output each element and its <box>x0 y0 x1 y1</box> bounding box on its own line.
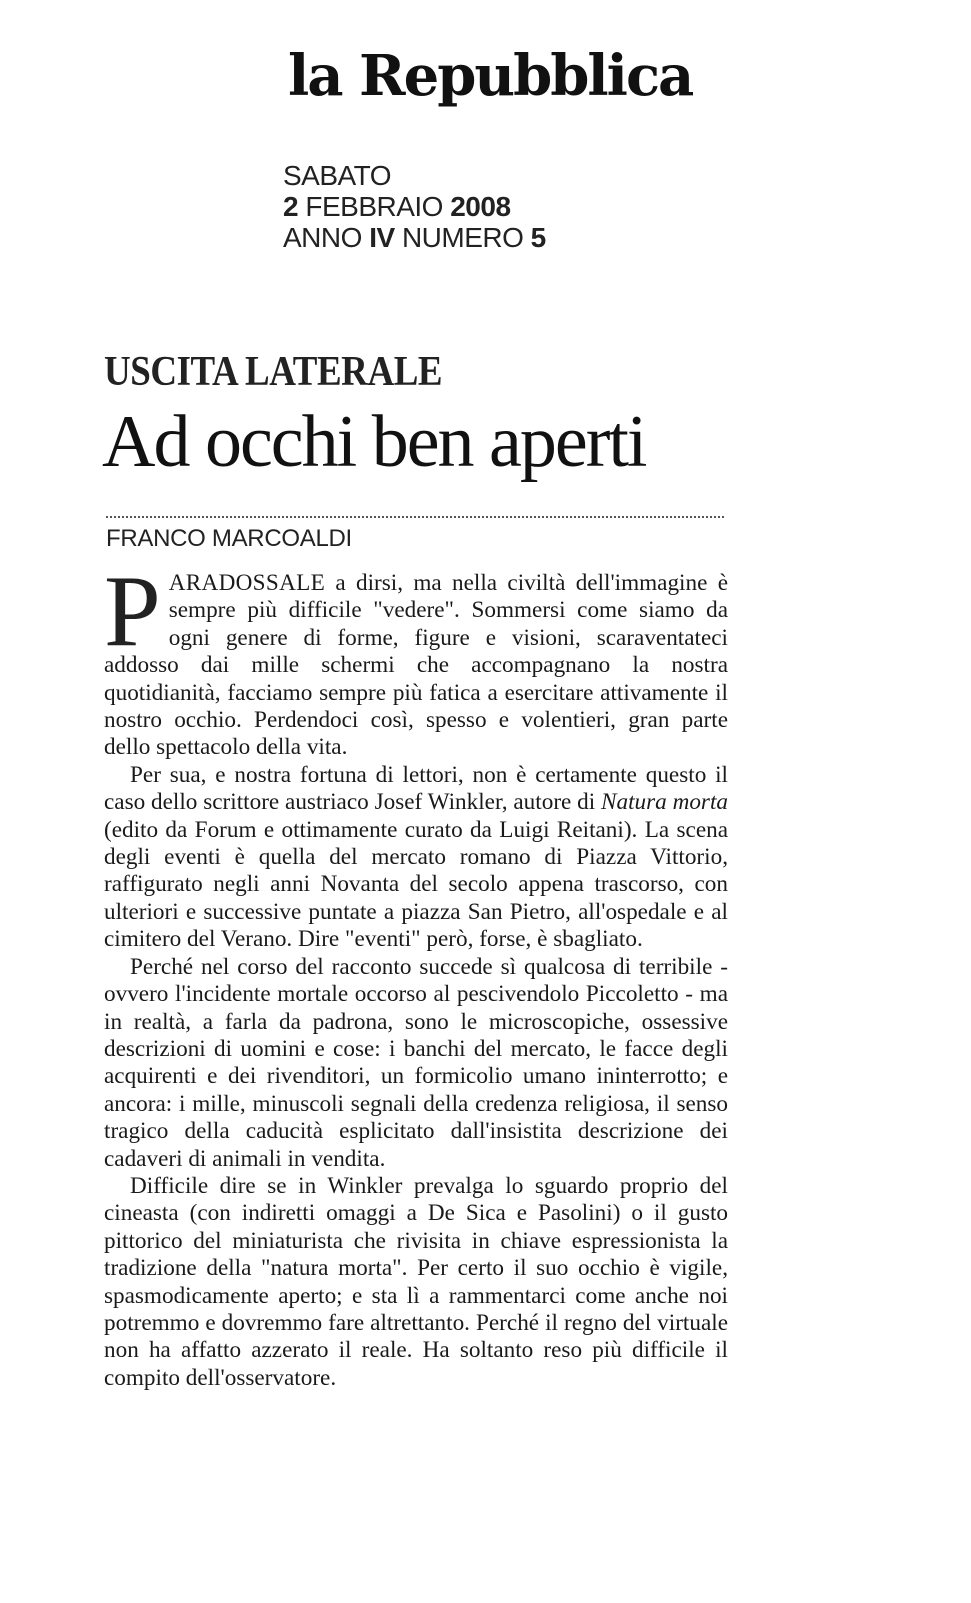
article-paragraph-2 <box>104 762 728 954</box>
article-headline: Ad occhi ben aperti <box>102 401 646 483</box>
numero-value: 5 <box>530 222 546 253</box>
date-month: FEBBRAIO <box>305 191 443 222</box>
dateline-issue <box>283 222 546 253</box>
byline-divider <box>106 516 724 518</box>
dateline-day: SABATO <box>283 160 392 191</box>
anno-value: IV <box>369 222 395 253</box>
date-day: 2 <box>283 191 299 222</box>
dateline-date <box>283 191 546 222</box>
article-paragraph-3: Perché nel corso del racconto succede sì qualcosa di terribile - ovvero l'incidente mortale occorso al pescivendolo Piccoletto - ma in realtà, a farla da padrona, sono le microscopiche, ossessive descrizioni di uomini e cose: i banchi del mercato, le facce degli acquirenti e dei rivenditori, un formicolio umano ininterrotto; e ancora: i mille, minuscoli segnali della credenza religiosa, il senso tragico della caducità esplicitato dall'insistita descrizione dei cadaveri di animali in vendita. <box>104 953 728 1172</box>
anno-label: ANNO <box>283 222 362 253</box>
dateline <box>283 160 546 253</box>
article-byline: FRANCO MARCOALDI <box>106 525 352 552</box>
newspaper-masthead: la Repubblica <box>288 43 693 109</box>
date-year: 2008 <box>450 191 511 222</box>
paragraph-1-text: a dirsi, ma nella civiltà dell'immagine è sempre più difficile "vedere". Sommersi come siamo da ogni genere di forme, figure e visioni, scaraventateci addosso dai mille schermi che accompagnano la nostra quotidianità, facciamo sempre più fatica a esercitare attivamente il nostro occhio. Perdendoci così, spesso e volentieri, gran parte dello spettacolo della vita. <box>104 570 728 761</box>
paragraph-2-text-b: (edito da Forum e ottimamente curato da Luigi Reitani). La scena degli eventi è quella del mercato romano di Piazza Vittorio, raffigurato negli anni Novanta del secolo appena trascorso, con ulteriori e successive puntate a piazza San Pietro, all'ospedale e al cimitero del Verano. Dire "eventi" però, forse, è sbagliato. <box>104 816 728 953</box>
paragraph-2-text-a: Per sua, e nostra fortuna di lettori, non è certamente questo il caso dello scrittore austriaco Josef Winkler, autore di <box>104 761 728 816</box>
section-kicker: USCITA LATERALE <box>104 349 443 395</box>
numero-label: NUMERO <box>401 222 524 253</box>
article-paragraph-1 <box>104 555 728 762</box>
drop-cap: P <box>104 555 161 668</box>
article-body <box>104 555 728 1392</box>
book-title: Natura morta <box>601 789 728 816</box>
article-paragraph-4: Difficile dire se in Winkler prevalga lo sguardo proprio del cineasta (con indiretti omaggi a De Sica e Pasolini) o il gusto pittorico del miniaturista che rivisita in chiave espressionista la tradizione della "natura morta". Per certo il suo occhio è vigile, spasmodicamente aperto; e sta lì a rammentarci come anche noi potremmo e dovremmo fare altrettanto. Perché il regno del virtuale non ha affatto azzerato il reale. Ha soltanto reso più difficile il compito dell'osservatore. <box>104 1172 728 1391</box>
lead-in-caps: ARADOSSALE <box>168 570 326 596</box>
